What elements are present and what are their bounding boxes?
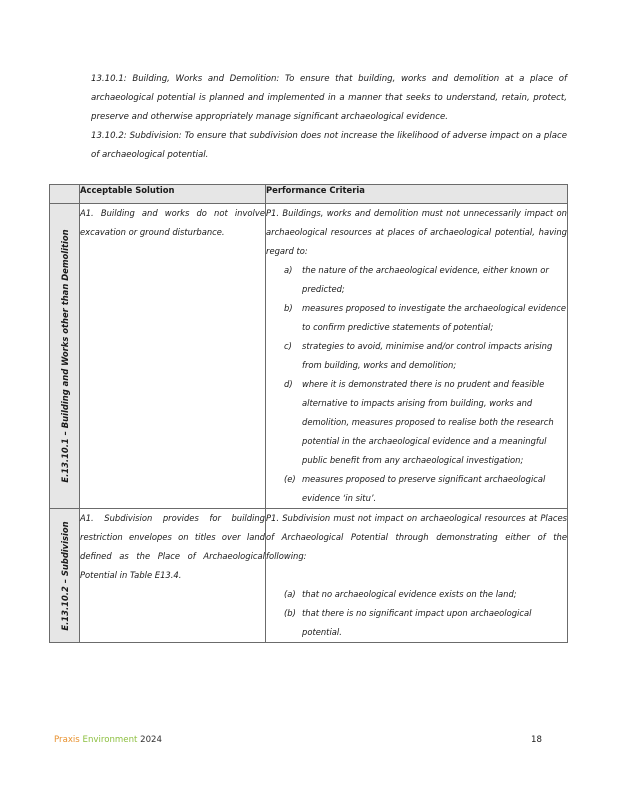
- list-item-label: (a): [284, 589, 296, 599]
- acceptable-solution-a1-subdivision: [80, 509, 266, 643]
- row-label-subdivision: [50, 509, 80, 643]
- performance-criteria-p1-subdivision: [266, 509, 568, 643]
- header-acceptable-solution: Acceptable Solution: [80, 185, 266, 204]
- brand-word-environment: Environment: [82, 735, 138, 745]
- row-label-subdivision-text: E.13.10.2 – Subdivision: [59, 520, 70, 631]
- list-item-text: where it is demonstrated there is no prudent and feasible alternative to impacts arising from building, works and demolition, measures proposed to realise both the research potential in the archaeological evidence and a meaningful public benefit from any archaeological investigation;: [302, 379, 554, 465]
- list-item-label: (e): [284, 474, 296, 484]
- performance-criteria-list: [266, 261, 567, 508]
- header-performance-criteria: Performance Criteria: [266, 185, 568, 204]
- table-row-subdivision: [50, 509, 568, 643]
- objective-13-10-1: 13.10.1: Building, Works and Demolition: To ensure that building, works and demolition at a place of archaeological potential is planned and implemented in a manner that seeks to understand, retain, protect, preserve and otherwise appropriately manage significant archaeological evidence.: [91, 74, 567, 122]
- footer-brand: [54, 735, 162, 745]
- list-item-text: the nature of the archaeological evidence, either known or predicted;: [302, 265, 549, 294]
- acceptable-solution-a1-building: [80, 204, 266, 509]
- list-item-label: d): [284, 379, 293, 389]
- objective-13-10-2: 13.10.2: Subdivision: To ensure that subdivision does not increase the likelihood of adverse impact on a place of archaeological potential.: [91, 131, 567, 160]
- list-item: [266, 261, 567, 299]
- row-label-building-works-text: E.13.10.1 – Building and Works other than Demolition: [59, 229, 70, 483]
- performance-intro-text: P1. Subdivision must not impact on archaeological resources at Places of Archaeological Potential through demonstrating either of the following:: [266, 513, 567, 561]
- list-item-text: measures proposed to preserve significant archaeological evidence ‘in situ’.: [302, 474, 546, 503]
- list-item: [266, 470, 567, 508]
- list-item: [266, 337, 567, 375]
- spacer: [266, 566, 567, 585]
- list-item-text: strategies to avoid, minimise and/or control impacts arising from building, works and demolition;: [302, 341, 553, 370]
- list-item-label: a): [284, 265, 293, 275]
- list-item-label: (b): [284, 608, 296, 618]
- table-header-row: [50, 185, 568, 204]
- table-row-building-works: [50, 204, 568, 509]
- list-item-label: b): [284, 303, 293, 313]
- list-item-text: that there is no significant impact upon archaeological potential.: [302, 608, 532, 637]
- page-number: 18: [531, 735, 542, 745]
- list-item: [266, 299, 567, 337]
- list-item: [266, 604, 567, 642]
- performance-intro-text: P1. Buildings, works and demolition must not unnecessarily impact on archaeological resources at places of archaeological potential, having regard to:: [266, 208, 567, 256]
- list-item-text: that no archaeological evidence exists on the land;: [302, 589, 517, 599]
- list-item-label: c): [284, 341, 292, 351]
- objectives-intro: [91, 70, 567, 165]
- performance-criteria-list: [266, 585, 567, 642]
- standards-table: [49, 184, 568, 643]
- acceptable-solution-text: A1. Building and works do not involve excavation or ground disturbance.: [80, 208, 265, 237]
- acceptable-solution-text: A1. Subdivision provides for building restriction envelopes on titles over land defined as the Place of Archaeological Potential in Table E13.4.: [80, 513, 265, 580]
- row-label-building-works: [50, 204, 80, 509]
- performance-criteria-p1-building: [266, 204, 568, 509]
- header-corner-cell: [50, 185, 80, 204]
- brand-year: 2024: [140, 735, 162, 745]
- list-item-text: measures proposed to investigate the archaeological evidence to confirm predictive statements of potential;: [302, 303, 566, 332]
- list-item: [266, 375, 567, 470]
- list-item: [266, 585, 567, 604]
- brand-word-praxis: Praxis: [54, 735, 80, 745]
